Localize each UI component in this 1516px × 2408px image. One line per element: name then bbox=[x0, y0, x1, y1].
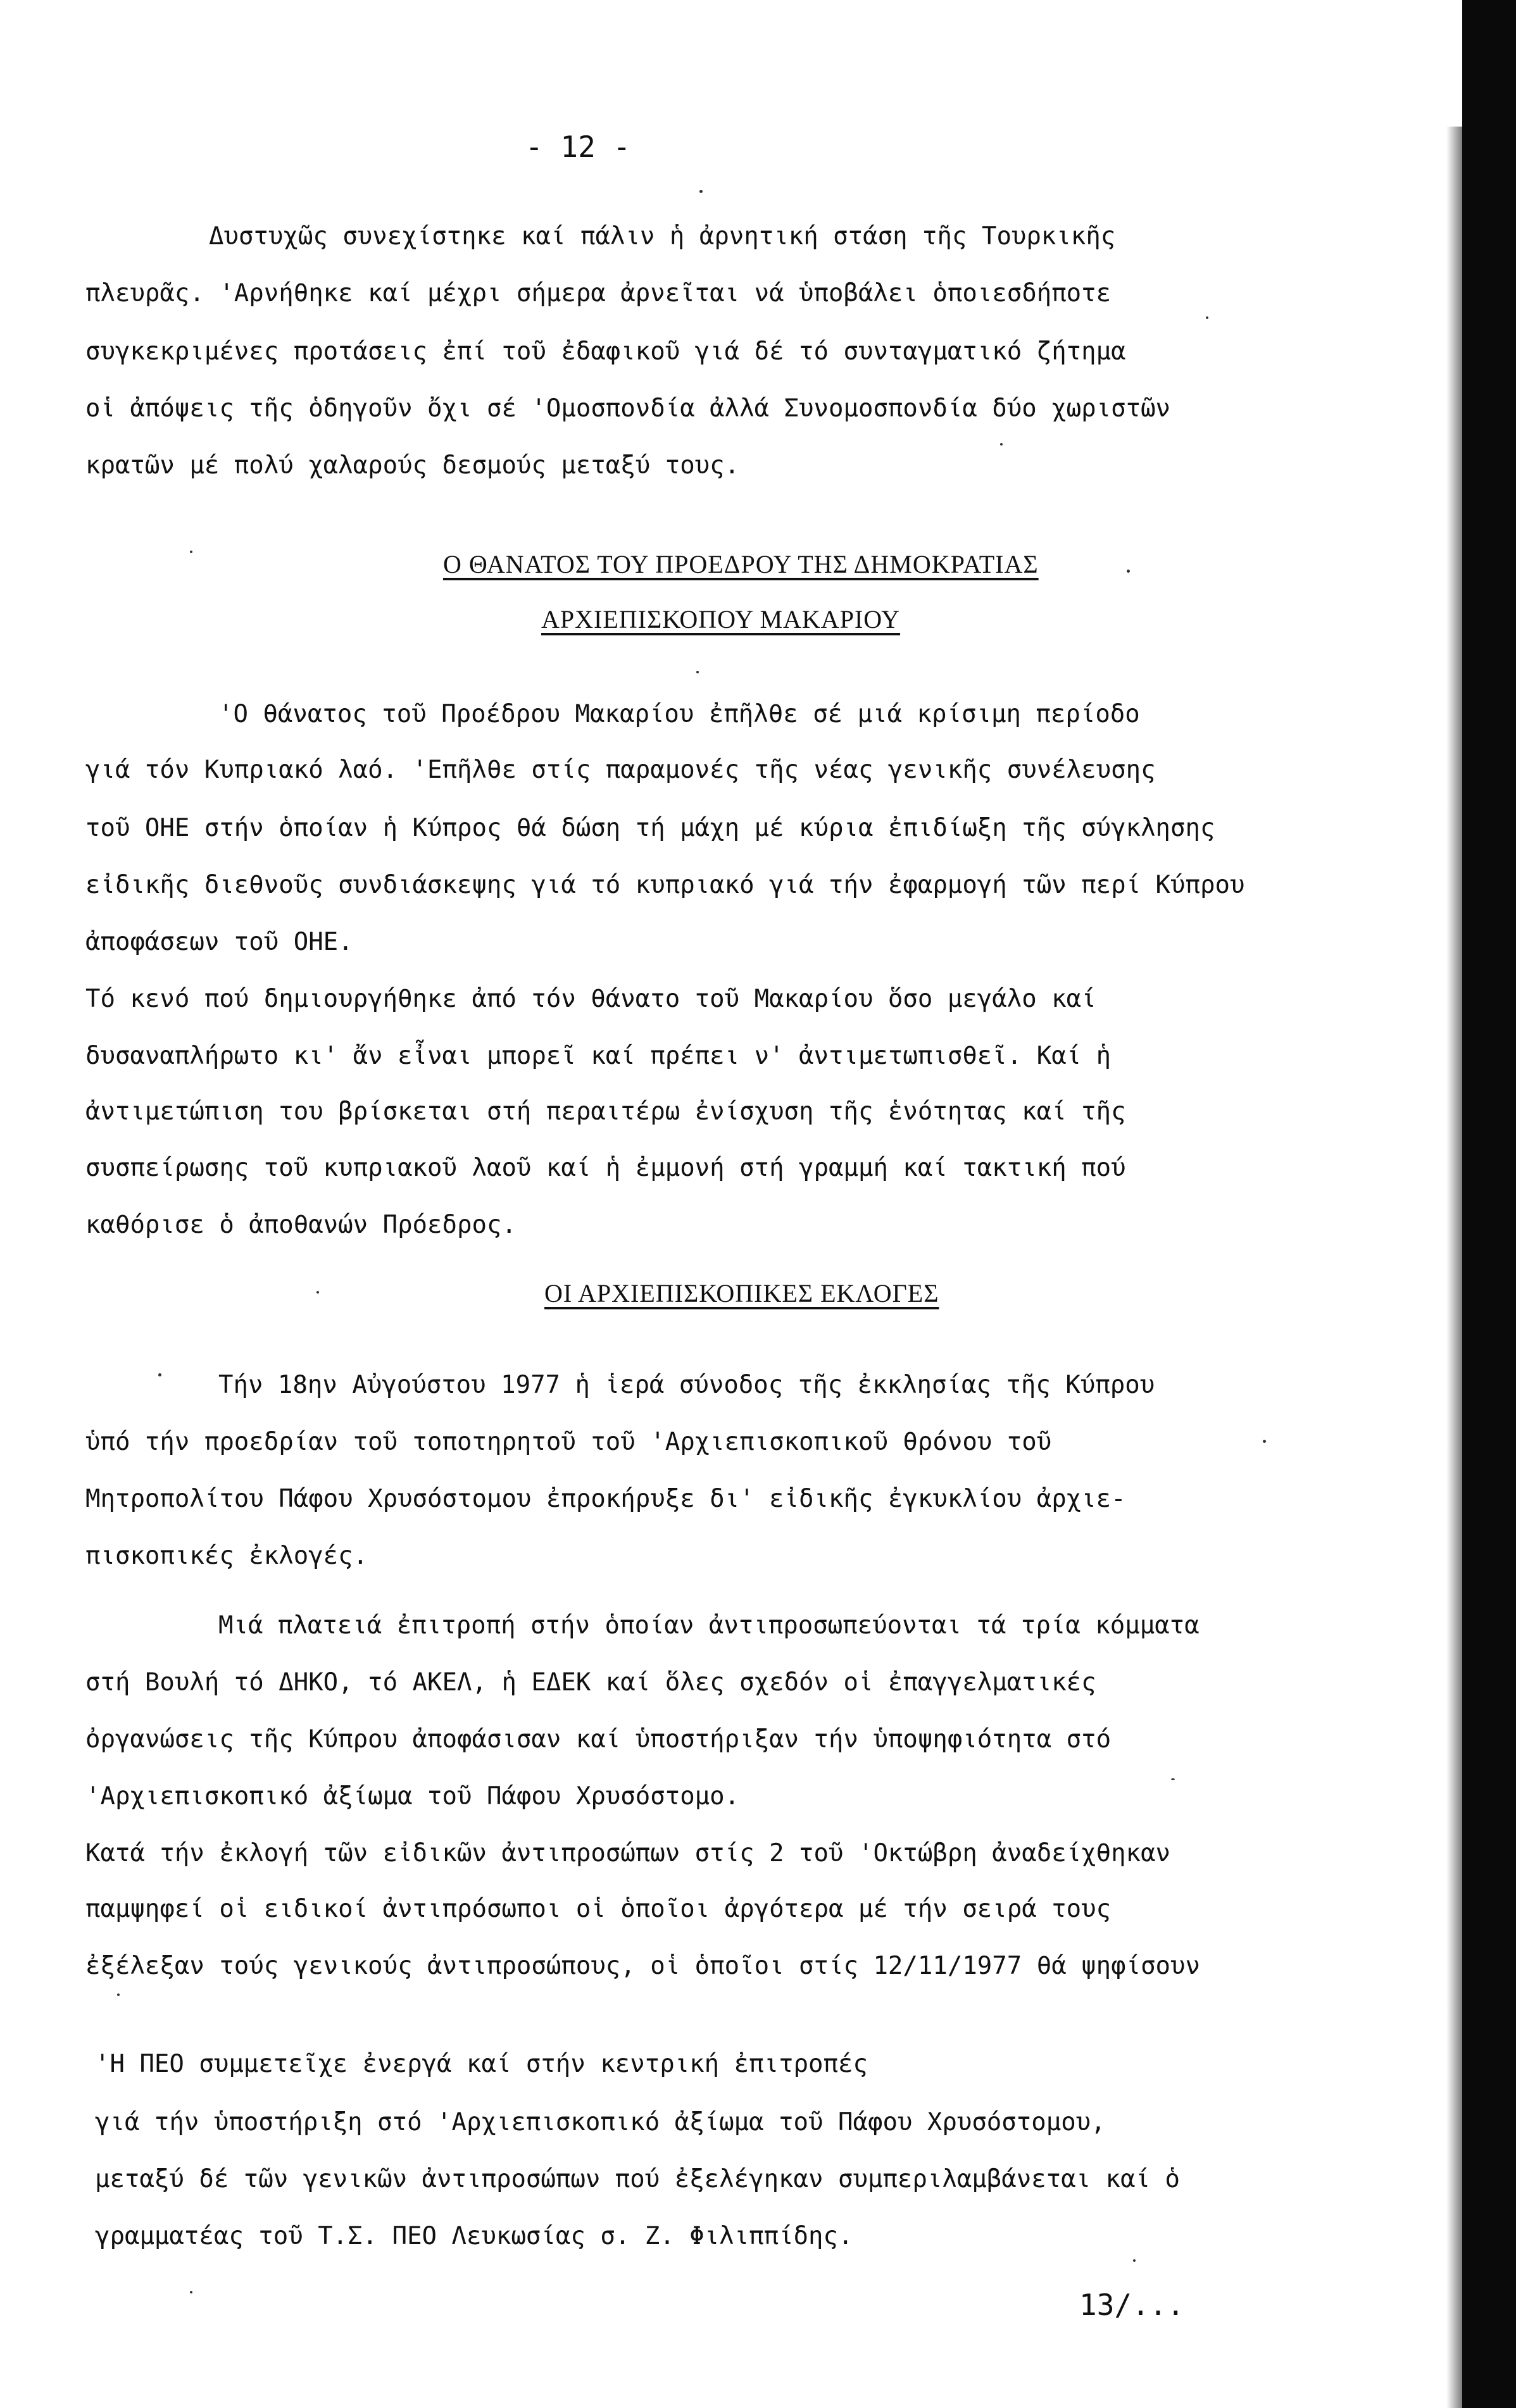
paragraph-2-line: ἀποφάσεων τοῦ ΟΗΕ. bbox=[85, 928, 353, 956]
paragraph-5-line: 'Αρχιεπισκοπικό ἀξίωμα τοῦ Πάφου Χρυσόστομο. bbox=[85, 1782, 740, 1811]
scan-speck bbox=[1000, 443, 1003, 446]
scan-speck bbox=[190, 2291, 192, 2293]
section-heading-death-of-president: Ο ΘΑΝΑΤΟΣ ΤΟΥ ΠΡΟΕΔΡΟΥ ΤΗΣ ΔΗΜΟΚΡΑΤΙΑΣ bbox=[443, 550, 1039, 578]
paragraph-2-line: γιά τόν Κυπριακό λαό. 'Επῆλθε στίς παραμονές τῆς νέας γενικῆς συνέλευσης bbox=[85, 756, 1156, 784]
section-heading-archiepiscopal-elections: ΟΙ ΑΡΧΙΕΠΙΣΚΟΠΙΚΕΣ ΕΚΛΟΓΕΣ bbox=[544, 1279, 939, 1307]
paragraph-5-line: ὀργανώσεις τῆς Κύπρου ἀποφάσισαν καί ὑποστήριξαν τήν ὑποψηφιότητα στό bbox=[85, 1725, 1112, 1754]
paragraph-7-line: μεταξύ δέ τῶν γενικῶν ἀντιπροσώπων πού ἐξελέγηκαν συμπεριλαμβάνεται καί ὁ bbox=[95, 2165, 1181, 2193]
scan-edge-band bbox=[1462, 0, 1516, 2408]
paragraph-2-line: 'Ο θάνατος τοῦ Προέδρου Μακαρίου ἐπῆλθε σέ μιά κρίσιμη περίοδο bbox=[218, 700, 1140, 728]
paragraph-4-line: Τήν 18ην Αὐγούστου 1977 ἡ ἱερά σύνοδος τῆς ἐκκλησίας τῆς Κύπρου bbox=[218, 1371, 1155, 1399]
paragraph-4-line: πισκοπικές ἐκλογές. bbox=[85, 1542, 368, 1570]
paragraph-4-line: ὑπό τήν προεδρίαν τοῦ τοποτηρητοῦ τοῦ 'Αρχιεπισκοπικοῦ θρόνου τοῦ bbox=[85, 1428, 1052, 1456]
continuation-page-ref: 13/... bbox=[1079, 2288, 1185, 2322]
paragraph-1-line: κρατῶν μέ πολύ χαλαρούς δεσμούς μεταξύ τους. bbox=[85, 451, 740, 480]
paragraph-1-line: Δυστυχῶς συνεχίστηκε καί πάλιν ἡ ἀρνητική στάση τῆς Τουρκικῆς bbox=[209, 222, 1116, 251]
paragraph-2-line: τοῦ ΟΗΕ στήν ὁποίαν ἡ Κύπρος θά δώση τή μάχη μέ κύρια ἐπιδίωξη τῆς σύγκλησης bbox=[85, 814, 1215, 842]
paragraph-3-line: ἀντιμετώπιση του βρίσκεται στή περαιτέρω ἐνίσχυση τῆς ἑνότητας καί τῆς bbox=[85, 1097, 1126, 1126]
paragraph-2-line: εἰδικῆς διεθνοῦς συνδιάσκεψης γιά τό κυπριακό γιά τήν ἐφαρμογή τῶν περί Κύπρου bbox=[85, 871, 1245, 899]
paragraph-7-line: 'Η ΠΕΟ συμμετεῖχε ἐνεργά καί στήν κεντρική ἐπιτροπές bbox=[95, 2050, 868, 2078]
paragraph-7-line: γραμματέας τοῦ Τ.Σ. ΠΕΟ Λευκωσίας σ. Ζ. Φιλιππίδης. bbox=[95, 2222, 853, 2250]
scan-speck bbox=[158, 1373, 161, 1376]
scan-speck bbox=[117, 1993, 120, 1996]
paragraph-1-line: οἱ ἀπόψεις τῆς ὁδηγοῦν ὄχι σέ 'Ομοσπονδία ἀλλά Συνομοσπονδία δύο χωριστῶν bbox=[85, 394, 1171, 423]
scan-speck bbox=[1263, 1440, 1266, 1443]
scan-speck bbox=[1133, 2259, 1136, 2262]
section-heading-archbishop-makarios: ΑΡΧΙΕΠΙΣΚΟΠΟΥ ΜΑΚΑΡΙΟΥ bbox=[541, 605, 901, 633]
scan-speck bbox=[316, 1291, 319, 1294]
paragraph-6-line: ἐξέλεξαν τούς γενικούς ἀντιπροσώπους, οἱ ὁποῖοι στίς 12/11/1977 θά ψηφίσουν bbox=[85, 1952, 1200, 1980]
page-number: - 12 - bbox=[525, 130, 631, 164]
paragraph-3-line: καθόρισε ὁ ἀποθανών Πρόεδρος. bbox=[85, 1211, 517, 1239]
paragraph-1-line: πλευρᾶς. 'Αρνήθηκε καί μέχρι σήμερα ἀρνεῖται νά ὑποβάλει ὁποιεσδήποτε bbox=[85, 279, 1112, 308]
paragraph-7-line: γιά τήν ὑποστήριξη στό 'Αρχιεπισκοπικό ἀξίωμα τοῦ Πάφου Χρυσόστομου, bbox=[95, 2108, 1106, 2137]
scan-speck bbox=[1206, 316, 1208, 319]
scan-speck bbox=[1127, 570, 1130, 573]
scan-speck bbox=[699, 190, 703, 193]
scan-speck bbox=[190, 551, 192, 553]
paragraph-3-line: δυσαναπλήρωτο κι' ἄν εἶναι μπορεῖ καί πρέπει ν' ἀντιμετωπισθεῖ. Καί ἡ bbox=[85, 1042, 1112, 1070]
paragraph-3-line: συσπείρωσης τοῦ κυπριακοῦ λαοῦ καί ἡ ἐμμονή στή γραμμή καί τακτική πού bbox=[85, 1154, 1126, 1182]
paragraph-3-line: Τό κενό πού δημιουργήθηκε ἀπό τόν θάνατο τοῦ Μακαρίου ὅσο μεγάλο καί bbox=[85, 985, 1096, 1013]
scan-speck bbox=[1171, 1778, 1175, 1780]
scan-speck bbox=[696, 671, 699, 673]
paragraph-1-line: συγκεκριμένες προτάσεις ἐπί τοῦ ἐδαφικοῦ γιά δέ τό συνταγματικό ζήτημα bbox=[85, 337, 1126, 366]
paragraph-6-line: Κατά τήν ἐκλογή τῶν εἰδικῶν ἀντιπροσώπων στίς 2 τοῦ 'Οκτώβρη ἀναδείχθηκαν bbox=[85, 1839, 1171, 1868]
paragraph-6-line: παμψηφεί οἱ ειδικοί ἀντιπρόσωποι οἱ ὁποῖοι ἀργότερα μέ τήν σειρά τους bbox=[85, 1895, 1112, 1923]
paragraph-5-line: Μιά πλατειά ἐπιτροπή στήν ὁποίαν ἀντιπροσωπεύονται τά τρία κόμματα bbox=[218, 1611, 1200, 1640]
paragraph-5-line: στή Βουλή τό ΔΗΚΟ, τό ΑΚΕΛ, ἡ ΕΔΕΚ καί ὅλες σχεδόν οἱ ἐπαγγελματικές bbox=[85, 1668, 1096, 1697]
paragraph-4-line: Μητροπολίτου Πάφου Χρυσόστομου ἐπροκήρυξε δι' εἰδικῆς ἐγκυκλίου ἀρχιε- bbox=[85, 1485, 1126, 1513]
